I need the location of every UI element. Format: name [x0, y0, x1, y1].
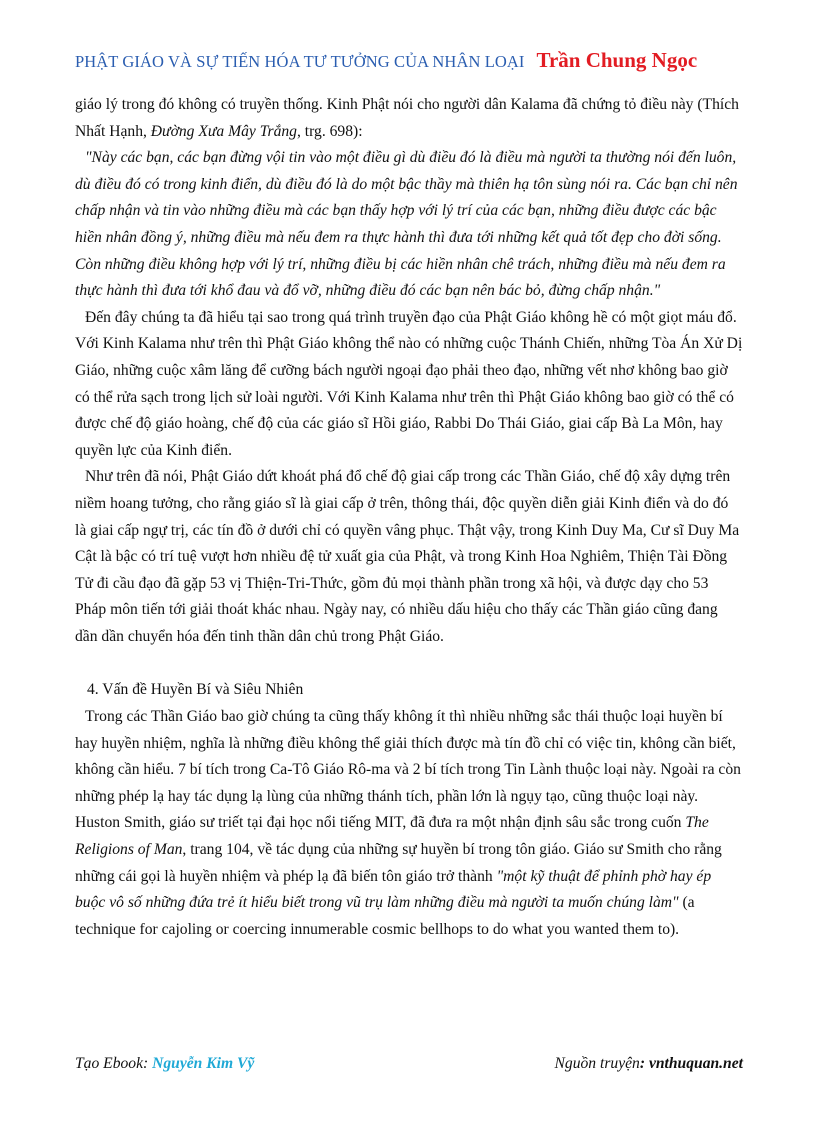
intro-paragraph: [75, 92, 743, 145]
paragraph-1: Đến đây chúng ta đã hiểu tại sao trong quá trình truyền đạo của Phật Giáo không hề có một giọt máu đổ. Với Kinh Kalama như trên thì Phật Giáo không thể nào có những cuộc Thánh Chiến, những Tòa Án Xử Dị Giáo, những cuộc xâm lăng để cưỡng bách người ngoại đạo phải theo đạo, những vết nhơ không bao giờ có thể rửa sạch trong lịch sử loài người. Với Kinh Kalama như trên thì Phật Giáo không bao giờ có thể có được chế độ giáo hoàng, chế độ của các giáo sĩ Hồi giáo, Rabbi Do Thái Giáo, giai cấp Bà La Môn, hay quyền lực của Kinh điển.: [75, 308, 743, 459]
paragraph-3-end: (a technique for cajoling or coercing innumerable cosmic bellhops to do what you wanted them to).: [75, 894, 695, 938]
section-heading: 4. Vấn đề Huyền Bí và Siêu Nhiên: [87, 681, 304, 699]
page-footer: [75, 1055, 743, 1077]
creator-name: Nguyễn Kim Vỹ: [152, 1055, 255, 1072]
source-site: vnthuquan.net: [648, 1055, 743, 1072]
footer-source: Nguồn truyện: vnthuquan.net: [554, 1055, 743, 1072]
intro-text: giáo lý trong đó không có truyền thống. Kinh Phật nói cho người dân Kalama đã chứng tỏ điều này (Thích Nhất Hạnh,: [75, 96, 739, 140]
spacer: [75, 650, 743, 677]
creator-label: Tạo Ebook: [75, 1055, 144, 1072]
source-label: Nguồn truyện: [554, 1055, 640, 1072]
paragraph-2: Như trên đã nói, Phật Giáo dứt khoát phá đổ chế độ giai cấp trong các Thần Giáo, chế độ xây dựng trên niềm hoang tưởng, cho rằng giáo sĩ là giai cấp ở trên, thông thái, độc quyền diễn giải Kinh điển và do đó là giai cấp ngự trị, các tín đồ ở dưới chỉ có quyền vâng phục. Thật vậy, trong Kinh Duy Ma, Cư sĩ Duy Ma Cật là bậc có trí tuệ vượt hơn nhiều đệ tử xuất gia của Phật, và trong Kinh Hoa Nghiêm, Thiện Tài Đồng Tử đi cầu đạo đã gặp 53 vị Thiện-Tri-Thức, gồm đủ mọi thành phần trong xã hội, và được dạy cho 53 Pháp môn tiến tới giải thoát khác nhau. Ngày nay, có nhiều dấu hiệu cho thấy các Thần giáo cũng đang dần dần chuyển hóa đến tinh thần dân chủ trong Phật Giáo.: [75, 468, 740, 645]
intro-end: , trg. 698):: [296, 122, 363, 140]
author-name: Trần Chung Ngọc: [536, 48, 698, 72]
kalama-quote: "Này các bạn, các bạn đừng vội tin vào một điều gì dù điều đó là điều mà người ta thường nói đến luôn, dù điều đó có trong kinh điển, dù điều đó là do một bậc thầy mà thiên hạ tôn sùng nói ra. Các bạn chỉ nên chấp nhận và tin vào những điều mà các bạn thấy hợp với lý trí của các bạn, những điều được các bậc hiền nhân đồng ý, những điều mà nếu đem ra thực hành thì đưa tới những kết quả tốt đẹp cho đời sống. Còn những điều không hợp với lý trí, những điều bị các hiền nhân chê trách, những điều mà nếu đem ra thực hành thì đưa tới khổ đau và đổ vỡ, những điều đó các bạn nên bác bỏ, đừng chấp nhận.": [75, 149, 738, 300]
paragraph-3-quote: "một kỹ thuật để phỉnh phờ hay ép buộc vô số những đứa trẻ ít hiểu biết trong vũ trụ làm những điều mà người ta muốn chúng làm": [75, 867, 712, 912]
footer-creator: Tạo Ebook: Nguyễn Kim Vỹ: [75, 1055, 255, 1072]
paragraph-3-middle: , trang 104, về tác dụng của những sự huyền bí trong tôn giáo. Giáo sư Smith cho rằng những cái gọi là huyền nhiệm và phép lạ đã biến tôn giáo trở thành: [75, 841, 722, 885]
page-body: [75, 92, 743, 943]
series-title: PHẬT GIÁO VÀ SỰ TIẾN HÓA TƯ TƯỞNG CỦA NHÂN LOẠI: [75, 52, 525, 71]
page-header: [75, 48, 755, 78]
paragraph-3: [75, 704, 743, 943]
intro-book-title: Đường Xưa Mây Trắng: [150, 122, 297, 140]
paragraph-3-book-title: The Religions of Man: [75, 814, 709, 859]
paragraph-3-start: Trong các Thần Giáo bao giờ chúng ta cũng thấy không ít thì nhiều những sắc thái thuộc loại huyền bí hay huyền nhiệm, nghĩa là những điều không thể giải thích được mà tín đồ chỉ có việc tin, không cần biết, không cần hiểu. 7 bí tích trong Ca-Tô Giáo Rô-ma và 2 bí tích trong Tin Lành thuộc loại này. Ngoài ra còn những phép lạ hay tác dụng lạ lùng của những thánh tích, phần lớn là ngụy tạo, cũng thuộc loại này. Huston Smith, giáo sư triết tại đại học nổi tiếng MIT, đã đưa ra một nhận định sâu sắc trong cuốn: [75, 708, 741, 832]
